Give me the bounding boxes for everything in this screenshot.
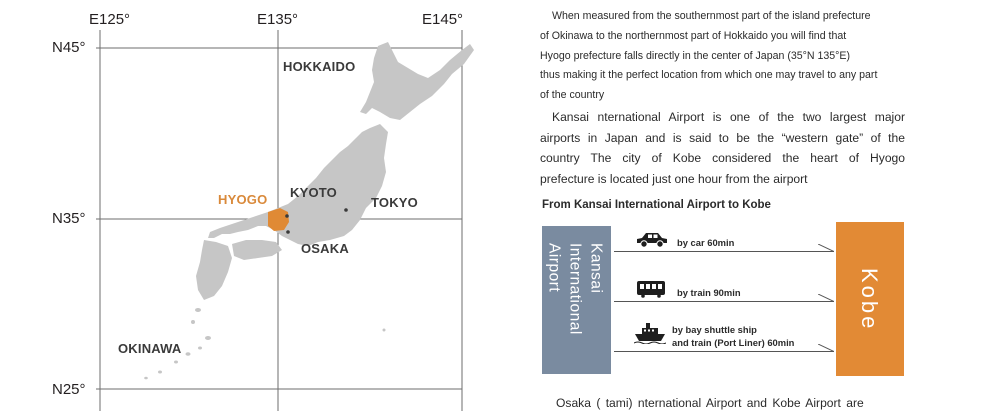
destination-label: Kobe bbox=[857, 268, 882, 332]
latitude-label-n45: N45° bbox=[52, 39, 86, 56]
place-label-hyogo: HYOGO bbox=[218, 192, 268, 207]
route-car-arrow bbox=[818, 244, 834, 253]
intro-line: Hyogo prefecture falls directly in the center of Japan (35°N 135°E) bbox=[540, 49, 850, 62]
route-ship-arrow bbox=[818, 344, 834, 353]
airport-line: airports in Japan and is said to be the “western gate” of the bbox=[540, 130, 905, 145]
intro-paragraph bbox=[540, 7, 905, 106]
origin-label-line-1: Kansai bbox=[587, 243, 605, 294]
airport-line: country The city of Kobe considered the heart of Hyogo bbox=[540, 151, 905, 166]
route-train-label: by train 90min bbox=[677, 287, 741, 298]
route-ship-line bbox=[614, 351, 834, 352]
route-train-line bbox=[614, 301, 834, 302]
airport-line: Kansai nternational Airport is one of the two largest major bbox=[552, 110, 905, 124]
kyushu-island bbox=[196, 240, 232, 300]
intro-line: of the country bbox=[540, 89, 605, 102]
place-label-hokkaido: HOKKAIDO bbox=[283, 59, 356, 74]
intro-line: thus making it the perfect location from which one may travel to any part bbox=[540, 69, 878, 82]
route-car-label: by car 60min bbox=[677, 237, 735, 248]
route-subheading: From Kansai International Airport to Kobe bbox=[542, 199, 771, 211]
bottom-text-line: Osaka ( tami) nternational Airport and Kobe Airport are bbox=[556, 396, 864, 410]
ship-icon bbox=[634, 322, 666, 344]
shikoku-island bbox=[232, 240, 282, 260]
longitude-label-e145: E145° bbox=[422, 11, 464, 28]
route-train-arrow bbox=[818, 294, 834, 303]
place-label-okinawa: OKINAWA bbox=[118, 341, 182, 356]
place-label-tokyo: TOKYO bbox=[371, 195, 418, 210]
car-icon bbox=[635, 231, 669, 249]
origin-label-line-3: Airport bbox=[545, 243, 563, 293]
route-ship-label-line-1: by bay shuttle ship bbox=[672, 324, 757, 335]
origin-label-line-2: International bbox=[566, 243, 584, 335]
train-icon bbox=[636, 280, 666, 298]
intro-line: When measured from the southernmost part of the island prefecture bbox=[552, 10, 871, 22]
latitude-label-n35: N35° bbox=[52, 210, 86, 227]
place-label-kyoto: KYOTO bbox=[290, 185, 337, 200]
longitude-label-e125: E125° bbox=[89, 11, 131, 28]
route-ship-label-line-2: and train (Port Liner) 60min bbox=[672, 337, 795, 348]
airport-line: prefecture is located just one hour from the airport bbox=[540, 171, 808, 186]
longitude-label-e135: E135° bbox=[257, 11, 299, 28]
intro-line: of Okinawa to the northernmost part of Hokkaido you will find that bbox=[540, 29, 847, 42]
route-car-line bbox=[614, 251, 834, 252]
airport-paragraph bbox=[540, 107, 905, 189]
latitude-label-n25: N25° bbox=[52, 381, 86, 398]
hokkaido-island bbox=[360, 42, 474, 120]
place-label-osaka: OSAKA bbox=[301, 241, 349, 256]
